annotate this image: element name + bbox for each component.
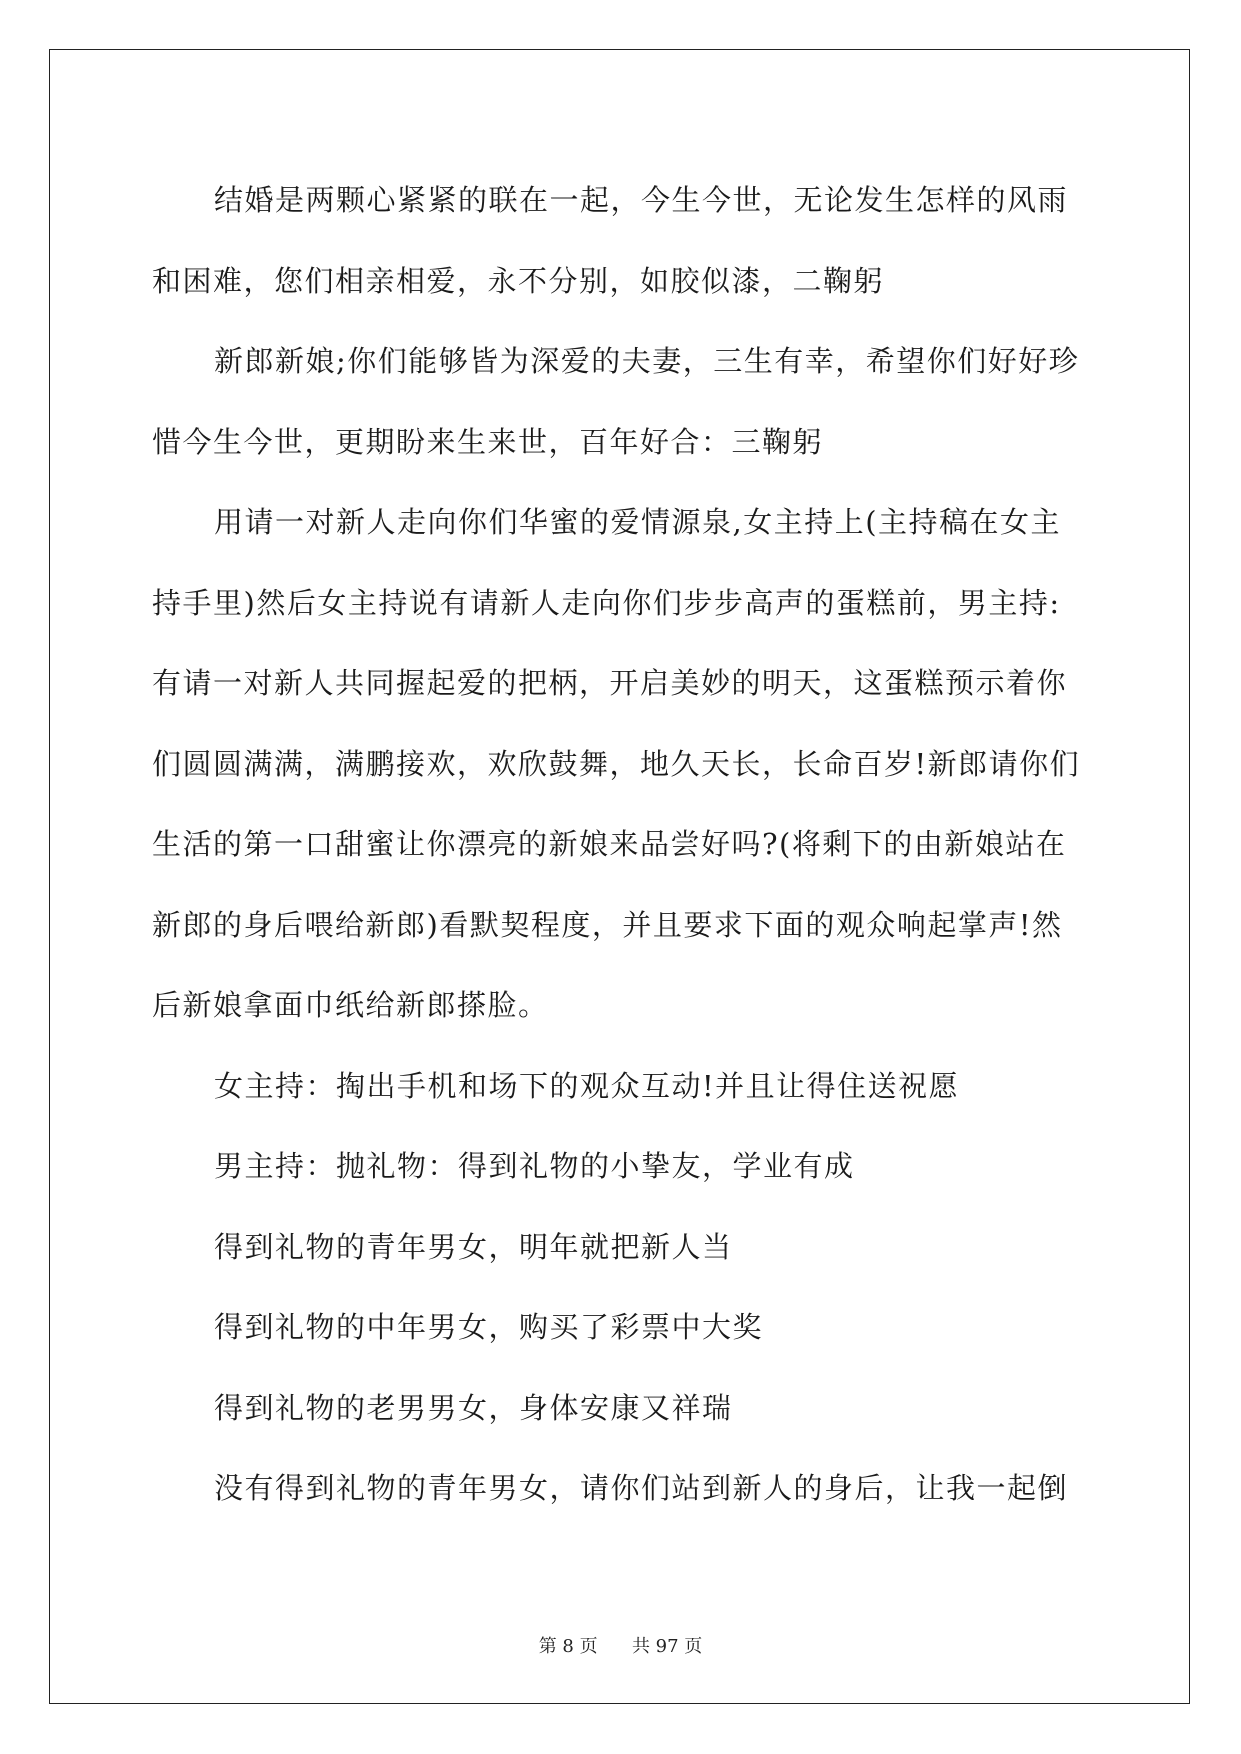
text-line-6: 持手里)然后女主持说有请新人走向你们步步高声的蛋糕前，男主持: [152, 585, 1061, 620]
text-line-12: 女主持：掏出手机和场下的观众互动!并且让得住送祝愿 [214, 1068, 960, 1103]
page-number: 第 8 页 [538, 1636, 598, 1657]
text-line-2: 和困难，您们相亲相爱，永不分别，如胶似漆，二鞠躬 [152, 263, 885, 298]
text-line-7: 有请一对新人共同握起爱的把柄，开启美妙的明天，这蛋糕预示着你 [152, 666, 1068, 700]
document-body [152, 160, 1087, 1529]
text-line-5: 用请一对新人走向你们华蜜的爱情源泉,女主持上(主持稿在女主 [214, 505, 1062, 539]
text-line-9: 生活的第一口甜蜜让你漂亮的新娘来品尝好吗?(将剩下的由新娘站在 [152, 827, 1067, 861]
text-line-13: 男主持：抛礼物：得到礼物的小挚友，学业有成 [214, 1149, 855, 1183]
page-footer [0, 1632, 1241, 1658]
text-line-17: 没有得到礼物的青年男女，请你们站到新人的身后，让我一起倒 [214, 1471, 1069, 1505]
page-total: 共 97 页 [631, 1636, 703, 1657]
text-line-8: 们圆圆满满，满鹏接欢，欢欣鼓舞，地久天长，长命百岁!新郎请你们 [152, 746, 1081, 781]
text-line-11: 后新娘拿面巾纸给新郎搽脸。 [152, 988, 549, 1022]
text-line-4: 惜今生今世，更期盼来生来世，百年好合：三鞠躬 [152, 424, 824, 459]
text-line-1: 结婚是两颗心紧紧的联在一起，今生今世，无论发生怎样的风雨 [214, 183, 1069, 217]
text-line-14: 得到礼物的青年男女，明年就把新人当 [214, 1229, 733, 1264]
text-line-3: 新郎新娘;你们能够皆为深爱的夫妻，三生有幸，希望你们好好珍 [214, 344, 1080, 378]
text-line-15: 得到礼物的中年男女，购买了彩票中大奖 [214, 1310, 764, 1344]
text-line-16: 得到礼物的老男男女，身体安康又祥瑞 [214, 1390, 733, 1425]
footer-gap [603, 1636, 626, 1657]
text-line-10: 新郎的身后喂给新郎)看默契程度，并且要求下面的观众响起掌声!然 [152, 907, 1063, 942]
